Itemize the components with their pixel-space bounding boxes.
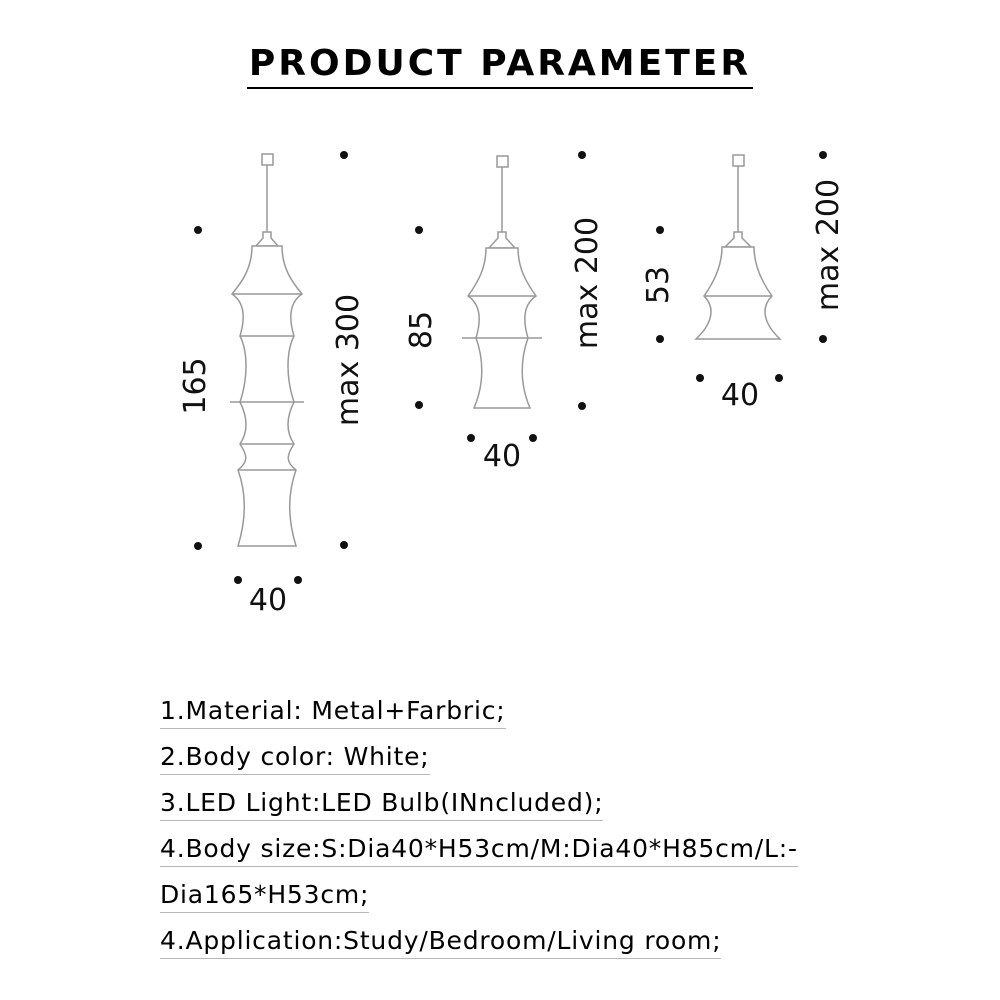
dimension-dot bbox=[656, 226, 664, 234]
lamp-small-width-label: 40 bbox=[720, 378, 760, 413]
lamp-large-shade bbox=[232, 246, 302, 546]
lamp-small-shade bbox=[696, 247, 780, 339]
lamp-large bbox=[230, 154, 304, 546]
dimension-dot bbox=[194, 542, 202, 550]
dimension-dot bbox=[529, 434, 537, 442]
lamp-large-drop-label: max 300 bbox=[331, 293, 366, 427]
lamp-small-ceiling-mount bbox=[733, 155, 744, 166]
dimension-dot bbox=[340, 541, 348, 549]
lamp-medium-height-label: 85 bbox=[404, 310, 439, 350]
dimension-dot bbox=[194, 226, 202, 234]
page-title: PRODUCT PARAMETER bbox=[247, 44, 753, 89]
spec-item-body-size bbox=[160, 832, 880, 878]
spec-item-led-light bbox=[160, 786, 880, 832]
dimension-dot bbox=[578, 402, 586, 410]
spec-text: 4.Application:Study/Bedroom/Living room; bbox=[160, 925, 721, 959]
spec-item-material bbox=[160, 694, 880, 740]
dimension-dot bbox=[578, 151, 586, 159]
lamp-medium bbox=[462, 156, 542, 408]
lamp-medium-drop-label: max 200 bbox=[570, 216, 605, 350]
lamp-small-cap bbox=[725, 232, 751, 247]
lamp-medium-shade bbox=[468, 248, 536, 408]
spec-item-body-size-continued bbox=[160, 878, 880, 924]
spec-text: 1.Material: Metal+Farbric; bbox=[160, 695, 506, 729]
dimension-dot bbox=[819, 335, 827, 343]
dimension-dot bbox=[340, 151, 348, 159]
dimension-dot bbox=[415, 226, 423, 234]
spec-item-application bbox=[160, 924, 880, 970]
spec-text: 4.Body size:S:Dia40*H53cm/M:Dia40*H85cm/L:- bbox=[160, 833, 798, 867]
dimension-dot bbox=[775, 374, 783, 382]
dimension-dot bbox=[467, 434, 475, 442]
spec-list bbox=[160, 694, 880, 970]
lamp-small-drop-label: max 200 bbox=[811, 178, 846, 312]
dimension-dot bbox=[415, 401, 423, 409]
spec-item-body-color bbox=[160, 740, 880, 786]
spec-text: Dia165*H53cm; bbox=[160, 879, 369, 913]
lamp-large-ceiling-mount bbox=[262, 154, 273, 165]
lamp-small bbox=[696, 155, 780, 339]
spec-text: 3.LED Light:LED Bulb(INncluded); bbox=[160, 787, 603, 821]
lamp-medium-width-label: 40 bbox=[482, 439, 522, 474]
lamp-medium-ceiling-mount bbox=[497, 156, 508, 167]
lamp-medium-cap bbox=[489, 232, 515, 248]
spec-text: 2.Body color: White; bbox=[160, 741, 430, 775]
dimension-dot bbox=[234, 576, 242, 584]
lamp-large-width-label: 40 bbox=[248, 583, 288, 618]
dimension-dot bbox=[656, 335, 664, 343]
dimension-dot bbox=[819, 151, 827, 159]
dimension-dot bbox=[294, 576, 302, 584]
dimension-dot bbox=[696, 374, 704, 382]
lamp-large-height-label: 165 bbox=[178, 357, 213, 415]
lamp-small-height-label: 53 bbox=[641, 265, 676, 305]
lamp-large-cap bbox=[256, 232, 278, 246]
